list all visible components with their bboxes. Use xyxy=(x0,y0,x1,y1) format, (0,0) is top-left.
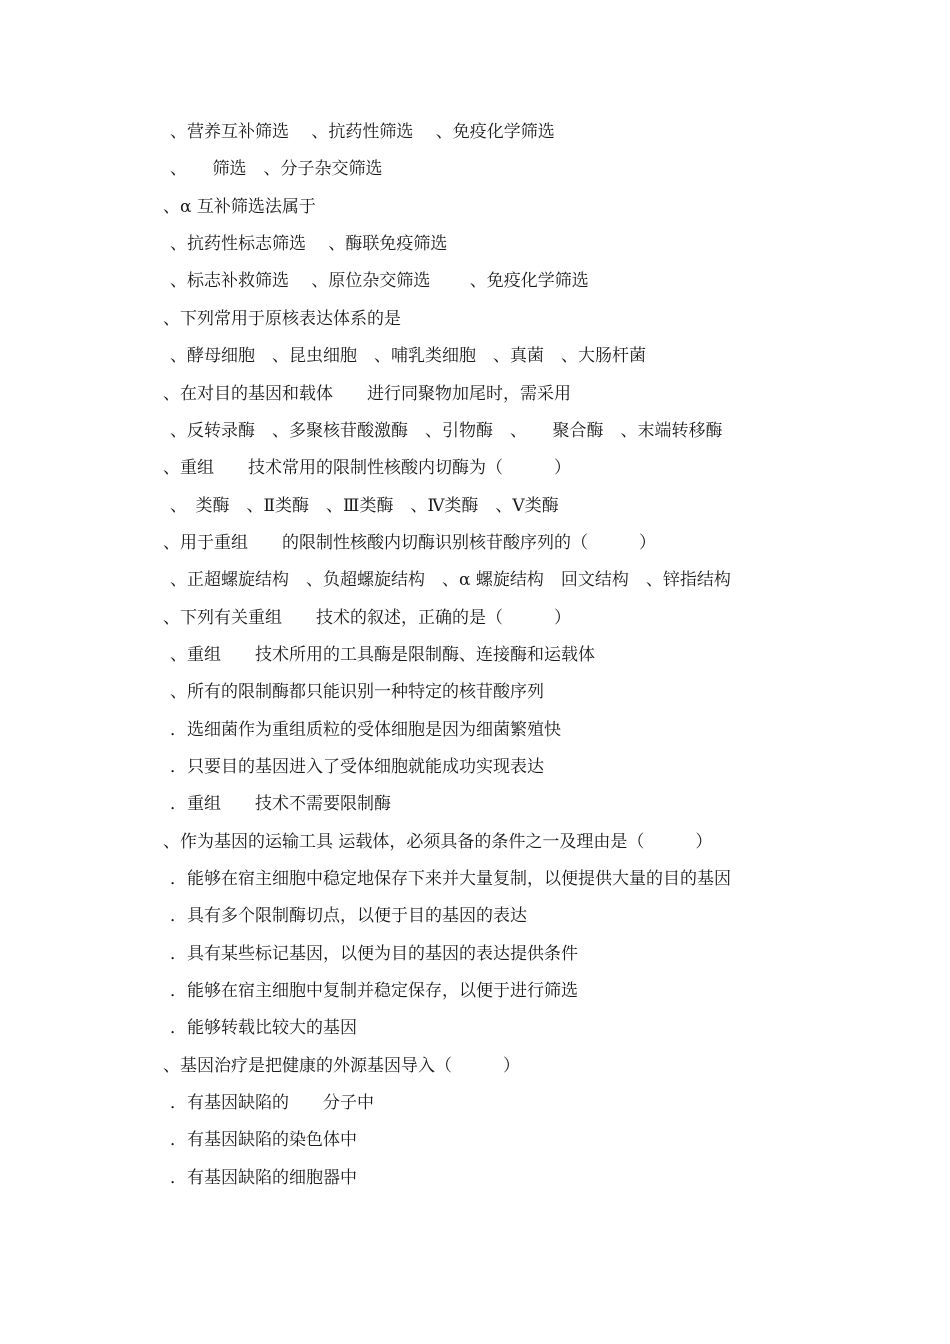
option-line: ．能够在宿主细胞中复制并稳定保存，以便于进行筛选 xyxy=(170,981,578,1001)
option-line: 、 类酶 、Ⅱ类酶 、Ⅲ类酶 、Ⅳ类酶 、Ⅴ类酶 xyxy=(170,496,559,516)
option-line: ．有基因缺陷的细胞器中 xyxy=(170,1168,357,1188)
option-line: ．只要目的基因进入了受体细胞就能成功实现表达 xyxy=(170,757,544,777)
question-line: 、作为基因的运输工具 运载体，必须具备的条件之一及理由是（ ） xyxy=(163,832,713,852)
option-line: 、酵母细胞 、昆虫细胞 、哺乳类细胞 、真菌 、大肠杆菌 xyxy=(170,346,646,366)
option-line: ．有基因缺陷的 分子中 xyxy=(170,1093,374,1113)
option-line: 、重组 技术所用的工具酶是限制酶、连接酶和运载体 xyxy=(170,645,595,665)
option-line: 、反转录酶 、多聚核苷酸激酶 、引物酶 、 聚合酶 、末端转移酶 xyxy=(170,421,723,441)
question-line: 、α 互补筛选法属于 xyxy=(163,197,316,217)
option-line: 、 筛选 、分子杂交筛选 xyxy=(170,159,383,179)
option-line: 、营养互补筛选 、抗药性筛选 、免疫化学筛选 xyxy=(170,122,555,142)
question-line: 、用于重组 的限制性核酸内切酶识别核苷酸序列的（ ） xyxy=(163,533,656,553)
question-line: 、下列有关重组 技术的叙述，正确的是（ ） xyxy=(163,608,571,628)
option-line: ．具有多个限制酶切点，以便于目的基因的表达 xyxy=(170,906,527,926)
option-line: ．能够转载比较大的基因 xyxy=(170,1018,357,1038)
option-line: ．选细菌作为重组质粒的受体细胞是因为细菌繁殖快 xyxy=(170,720,561,740)
option-line: 、抗药性标志筛选 、酶联免疫筛选 xyxy=(170,234,448,254)
option-line: 、标志补救筛选 、原位杂交筛选 、免疫化学筛选 xyxy=(170,271,589,291)
option-line: ．具有某些标记基因，以便为目的基因的表达提供条件 xyxy=(170,944,578,964)
question-line: 、重组 技术常用的限制性核酸内切酶为（ ） xyxy=(163,458,571,478)
option-line: ．重组 技术不需要限制酶 xyxy=(170,794,391,814)
option-line: 、正超螺旋结构 、负超螺旋结构 、α 螺旋结构 回文结构 、锌指结构 xyxy=(170,570,731,590)
question-line: 、在对目的基因和载体 进行同聚物加尾时，需采用 xyxy=(163,384,571,404)
option-line: 、所有的限制酶都只能识别一种特定的核苷酸序列 xyxy=(170,682,544,702)
question-line: 、下列常用于原核表达体系的是 xyxy=(163,309,401,329)
option-line: ．有基因缺陷的染色体中 xyxy=(170,1130,357,1150)
option-line: ．能够在宿主细胞中稳定地保存下来并大量复制，以便提供大量的目的基因 xyxy=(170,869,731,889)
question-line: 、基因治疗是把健康的外源基因导入（ ） xyxy=(163,1056,520,1076)
